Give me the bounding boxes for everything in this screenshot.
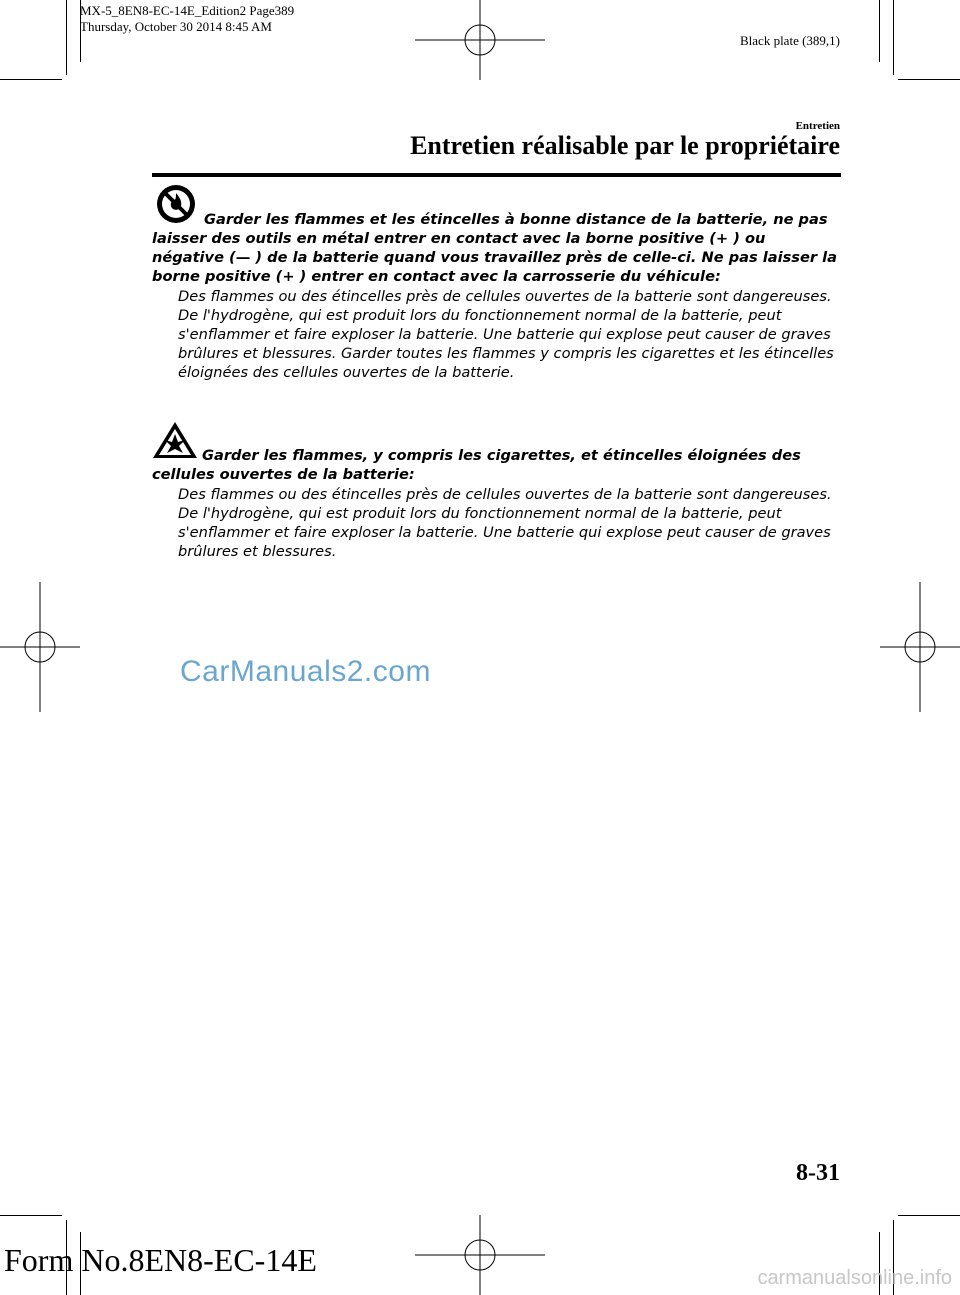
print-file-line: MX-5_8EN8-EC-14E_Edition2 Page389 (80, 3, 295, 18)
crop-mark (898, 79, 960, 80)
warning-heading (152, 420, 842, 484)
warning-block-flames (152, 184, 842, 382)
warning-body: Des flammes ou des étincelles près de cellules ouvertes de la batterie sont dangereuses. De l'hydrogène, qui est produit lors du fonctionnement normal de la batterie, peut s'enflammer et faire exploser la batterie. Une batterie qui explose peut causer de graves brûlures et blessures. (178, 486, 832, 560)
watermark-logo: CarManuals2.com (180, 655, 431, 688)
crop-mark (893, 0, 894, 75)
warning-block-explosion (152, 420, 842, 561)
crop-mark (0, 79, 62, 80)
registration-mark-bottom (415, 1215, 545, 1295)
plate-label: Black plate (389,1) (740, 33, 840, 48)
warning-heading (152, 184, 842, 286)
plus-symbol: + (715, 230, 729, 247)
heading-text-2: ) ou négative ( (152, 230, 766, 266)
registration-mark-top (415, 0, 545, 80)
registration-mark-left (0, 582, 80, 712)
heading-text-3: ) de la batterie quand vous travaillez près de celle-ci. Ne pas laisser la borne positive ( (152, 249, 838, 285)
heading-text: Garder les flammes, y compris les cigarettes, et étincelles éloignées des cellules ouvertes de la batterie: (152, 447, 801, 483)
minus-symbol: — (235, 249, 251, 266)
heading-text-4: ) entrer en contact avec la carrosserie du véhicule: (294, 268, 721, 285)
footer-watermark: carmanualsonline.info (757, 1267, 952, 1289)
heading-text-1: Garder les flammes et les étincelles à bonne distance de la batterie, ne pas laisser des outils en métal entrer en contact avec la borne positive ( (152, 211, 828, 247)
page-title: Entretien réalisable par le propriétaire (410, 131, 840, 160)
registration-mark-right (880, 582, 960, 712)
no-flames-icon (152, 184, 200, 229)
warning-body: Des flammes ou des étincelles près de cellules ouvertes de la batterie sont dangereuses. De l'hydrogène, qui est produit lors du fonctionnement normal de la batterie, peut s'enflammer et faire exploser la batterie. Une batterie qui explose peut causer de graves brûlures et blessures. Garder toutes les flammes y compris les cigarettes et les étincelles éloignées des cellules ouvertes de la batterie. (178, 288, 834, 381)
section-label: Entretien (795, 120, 840, 132)
plus-symbol: + (282, 268, 295, 285)
page-number: 8-31 (796, 1160, 840, 1186)
crop-mark (898, 1215, 960, 1216)
print-metadata (80, 3, 294, 35)
crop-mark (879, 0, 880, 62)
print-date-line: Thursday, October 30 2014 8:45 AM (80, 19, 272, 34)
title-rule (152, 173, 841, 177)
crop-mark (0, 1215, 62, 1216)
explosive-icon (152, 420, 198, 465)
form-number: Form No.8EN8-EC-14E (4, 1242, 317, 1278)
crop-mark (66, 0, 67, 75)
